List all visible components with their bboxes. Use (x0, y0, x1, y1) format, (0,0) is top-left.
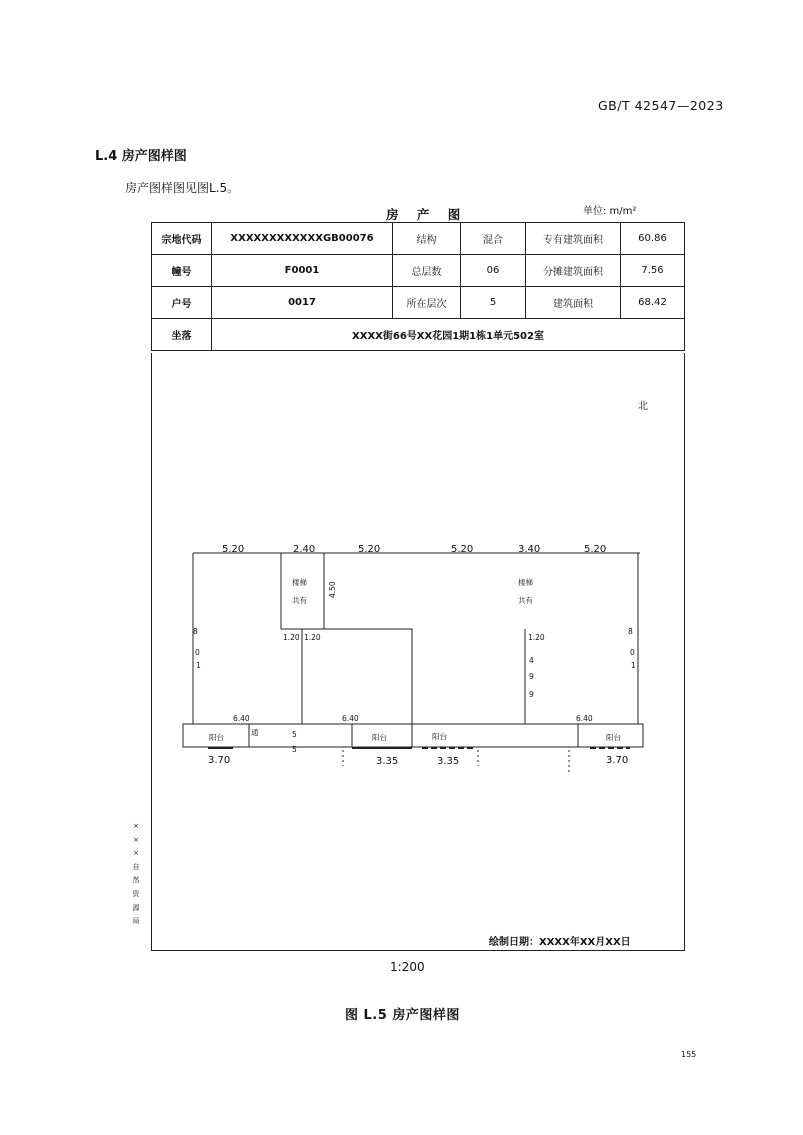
dim-label: 2.40 (293, 544, 316, 555)
side-digit: 1 (196, 661, 201, 670)
balcony-label: 阳台 (432, 732, 447, 741)
stair-label: 共有 (292, 596, 307, 605)
table-cell: 7.56 (621, 255, 685, 287)
dim-label: 1.20 (283, 633, 300, 642)
dim-label: 3.35 (376, 756, 399, 767)
table-cell: 68.42 (621, 287, 685, 319)
figure-caption: 图 L.5 房产图样图 (345, 1008, 460, 1023)
authority-vertical-text: ×××自然资源局 (132, 822, 140, 926)
side-digit: 8 (628, 627, 633, 636)
page-number: 155 (681, 1050, 697, 1059)
side-digit: 5 (292, 730, 297, 739)
side-digit: 0 (630, 648, 635, 657)
side-digit: 8 (193, 627, 198, 636)
dim-label: 1.20 (304, 633, 321, 642)
table-cell: 5 (461, 287, 526, 319)
scale-label: 1:200 (390, 960, 425, 974)
dim-label: 5.20 (584, 544, 607, 555)
table-cell: 户号 (152, 287, 212, 319)
stair-label: 楼梯 (518, 578, 533, 587)
dim-label: 1.20 (528, 633, 545, 642)
dim-label: 3.70 (606, 755, 629, 766)
dim-label: 5.20 (451, 544, 474, 555)
section-heading: L.4 房产图样图 (95, 149, 187, 164)
side-digit: 4 (529, 656, 534, 665)
table-cell: 混合 (461, 223, 526, 255)
dim-label: 3.35 (437, 756, 460, 767)
table-cell: 宗地代码 (152, 223, 212, 255)
dim-label: 6.40 (576, 714, 593, 723)
table-cell: 建筑面积 (526, 287, 621, 319)
dim-label: 6.40 (342, 714, 359, 723)
table-cell: 总层数 (393, 255, 461, 287)
balcony-label: 阳台 (606, 733, 621, 742)
balcony-label: 阳台 (209, 733, 224, 742)
side-digit: 1 (631, 661, 636, 670)
draw-date: 绘制日期：XXXX年XX月XX日 (489, 937, 631, 948)
small-label: 通 (251, 728, 259, 737)
standard-number: GB/T 42547—2023 (598, 98, 724, 113)
table-cell: 0017 (212, 287, 393, 319)
table-cell: 分摊建筑面积 (526, 255, 621, 287)
table-cell: XXXXXXXXXXXXGB00076 (212, 223, 393, 255)
floor-plan-walls (183, 553, 643, 747)
dim-label: 3.70 (208, 755, 231, 766)
stair-label: 共有 (518, 596, 533, 605)
dim-label: 5.20 (222, 544, 245, 555)
table-cell: 60.86 (621, 223, 685, 255)
dim-label: 4.50 (328, 581, 337, 598)
location-label: 坐落 (152, 319, 212, 351)
table-cell: 06 (461, 255, 526, 287)
table-cell: 所在层次 (393, 287, 461, 319)
dim-label: 3.40 (518, 544, 541, 555)
section-intro: 房产图样图见图L.5。 (125, 181, 240, 195)
table-cell: 幢号 (152, 255, 212, 287)
side-digit: 9 (529, 672, 534, 681)
table-cell: F0001 (212, 255, 393, 287)
figure-title: 房 产 图 (386, 207, 468, 222)
unit-label: 单位: m/m² (583, 206, 637, 217)
side-digit: 0 (195, 648, 200, 657)
balcony-label: 阳台 (372, 733, 387, 742)
dim-label: 6.40 (233, 714, 250, 723)
dim-label: 5.20 (358, 544, 381, 555)
location-value: XXXX街66号XX花园1期1栋1单元502室 (212, 319, 685, 351)
plan-room (302, 629, 412, 724)
side-digit: 9 (529, 690, 534, 699)
side-digit: 5 (292, 745, 297, 754)
north-label: 北 (638, 401, 648, 412)
stair-label: 楼梯 (292, 578, 307, 587)
table-cell: 专有建筑面积 (526, 223, 621, 255)
table-cell: 结构 (393, 223, 461, 255)
